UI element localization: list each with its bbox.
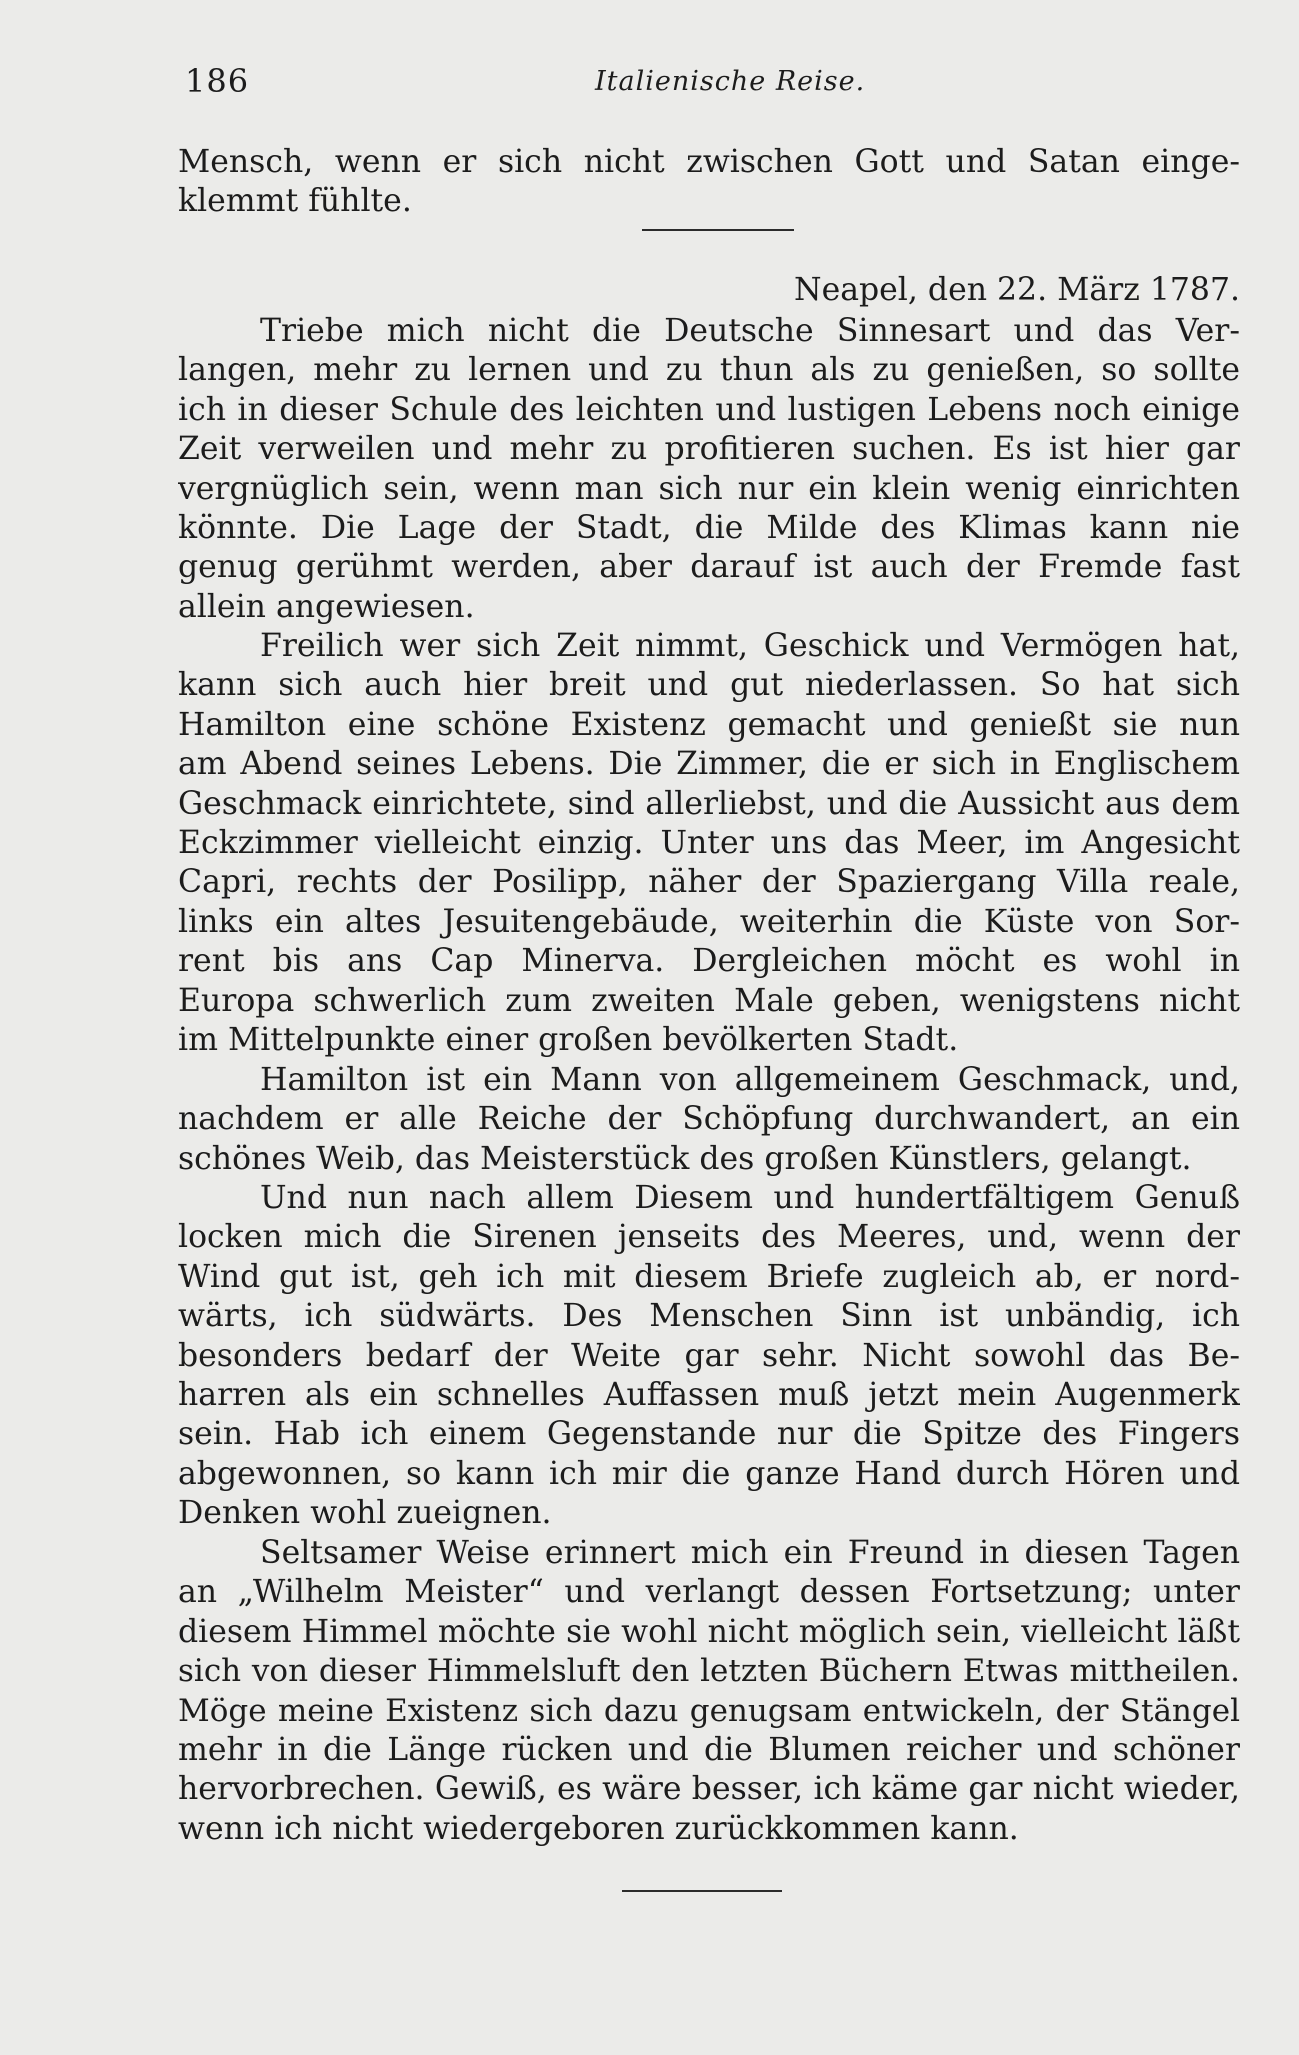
text-line: sein. Hab ich einem Gegenstande nur die Spitze des Fingers (178, 1416, 1240, 1453)
text-line: Capri, rechts der Posilipp, näher der Spaziergang Villa reale, (178, 864, 1240, 901)
text-line: am Abend seines Lebens. Die Zimmer, die er sich in Englischem (178, 746, 1240, 783)
dateline: Neapel, den 22. März 1787. (794, 272, 1240, 308)
section-divider (642, 229, 794, 231)
text-line: mehr in die Länge rücken und die Blumen reicher und schöner (178, 1731, 1240, 1768)
text-line: an „Wilhelm Meister“ und verlangt dessen Fortsetzung; unter (178, 1574, 1240, 1611)
text-line: wärts, ich südwärts. Des Menschen Sinn ist unbändig, ich (178, 1298, 1240, 1335)
text-line: besonders bedarf der Weite gar sehr. Nicht sowohl das Be- (178, 1337, 1240, 1374)
text-line: ich in dieser Schule des leichten und lustigen Lebens noch einige (178, 391, 1240, 428)
text-line: Seltsamer Weise erinnert mich ein Freund in diesen Tagen (260, 1535, 1240, 1571)
text-line: kann sich auch hier breit und gut niederlassen. So hat sich (178, 667, 1240, 704)
text-line: nachdem er alle Reiche der Schöpfung durchwandert, an ein (178, 1101, 1240, 1138)
text-line: Möge meine Existenz sich dazu genugsam entwickeln, der Stängel (178, 1692, 1240, 1729)
text-line: Eckzimmer vielleicht einzig. Unter uns das Meer, im Angesicht (178, 824, 1240, 861)
text-line: links ein altes Jesuitengebäude, weiterhin die Küste von Sor- (178, 903, 1240, 940)
text-line: vergnüglich sein, wenn man sich nur ein klein wenig einrichten (178, 470, 1240, 507)
text-line: hervorbrechen. Gewiß, es wäre besser, ich käme gar nicht wieder, (178, 1771, 1240, 1808)
running-title: Italienische Reise. (595, 66, 866, 97)
text-line: Hamilton ist ein Mann von allgemeinem Geschmack, und, (260, 1062, 1240, 1098)
text-line: im Mittelpunkte einer großen bevölkerten Stadt. (178, 1021, 959, 1058)
paragraph-1 (178, 312, 1240, 627)
page-header (185, 62, 1240, 112)
text-line: klemmt fühlte. (178, 183, 412, 220)
dateline-block (178, 271, 1240, 310)
text-line: Zeit verweilen und mehr zu profitieren suchen. Es ist hier gar (178, 431, 1240, 468)
text-line: abgewonnen, so kann ich mir die ganze Hand durch Hören und (178, 1455, 1240, 1492)
text-line: schönes Weib, das Meisterstück des großen Künstlers, gelangt. (178, 1140, 1192, 1177)
page-number: 186 (185, 62, 250, 100)
text-line: langen, mehr zu lernen und zu thun als zu genießen, so sollte (178, 352, 1240, 389)
paragraph-4 (178, 1179, 1240, 1534)
text-line: Hamilton eine schöne Existenz gemacht und genießt sie nun (178, 706, 1240, 743)
text-line: genug gerühmt werden, aber darauf ist auch der Fremde fast (178, 549, 1240, 586)
text-line: Triebe mich nicht die Deutsche Sinnesart und das Ver- (260, 313, 1240, 349)
text-line: allein angewiesen. (178, 588, 475, 625)
paragraph-3 (178, 1061, 1240, 1179)
text-line: harren als ein schnelles Auffassen muß jetzt mein Augenmerk (178, 1376, 1240, 1413)
text-line: diesem Himmel möchte sie wohl nicht möglich sein, vielleicht läßt (178, 1613, 1240, 1650)
text-line: wenn ich nicht wiedergeboren zurückkommen kann. (178, 1810, 1019, 1847)
text-line: Geschmack einrichtete, sind allerliebst, und die Aussicht aus dem (178, 785, 1240, 822)
text-line: sich von dieser Himmelsluft den letzten Büchern Etwas mittheilen. (178, 1653, 1240, 1690)
text-line: locken mich die Sirenen jenseits des Meeres, und, wenn der (178, 1219, 1240, 1256)
paragraph-2 (178, 627, 1240, 1060)
paragraph-5 (178, 1534, 1240, 1849)
text-line: Europa schwerlich zum zweiten Male geben, wenigstens nicht (178, 982, 1240, 1019)
continuation-text (178, 143, 1240, 222)
text-line: könnte. Die Lage der Stadt, die Milde des Klimas kann nie (178, 509, 1240, 546)
text-line: Mensch, wenn er sich nicht zwischen Gott und Satan einge- (178, 144, 1240, 180)
end-divider (622, 1890, 782, 1892)
text-line: Freilich wer sich Zeit nimmt, Geschick und Vermögen hat, (260, 628, 1240, 664)
text-line: Und nun nach allem Diesem und hundertfältigem Genuß (260, 1180, 1240, 1216)
text-line: Wind gut ist, geh ich mit diesem Briefe zugleich ab, er nord- (178, 1258, 1240, 1295)
text-line: Denken wohl zueignen. (178, 1495, 552, 1532)
text-line: rent bis ans Cap Minerva. Dergleichen möcht es wohl in (178, 943, 1240, 980)
